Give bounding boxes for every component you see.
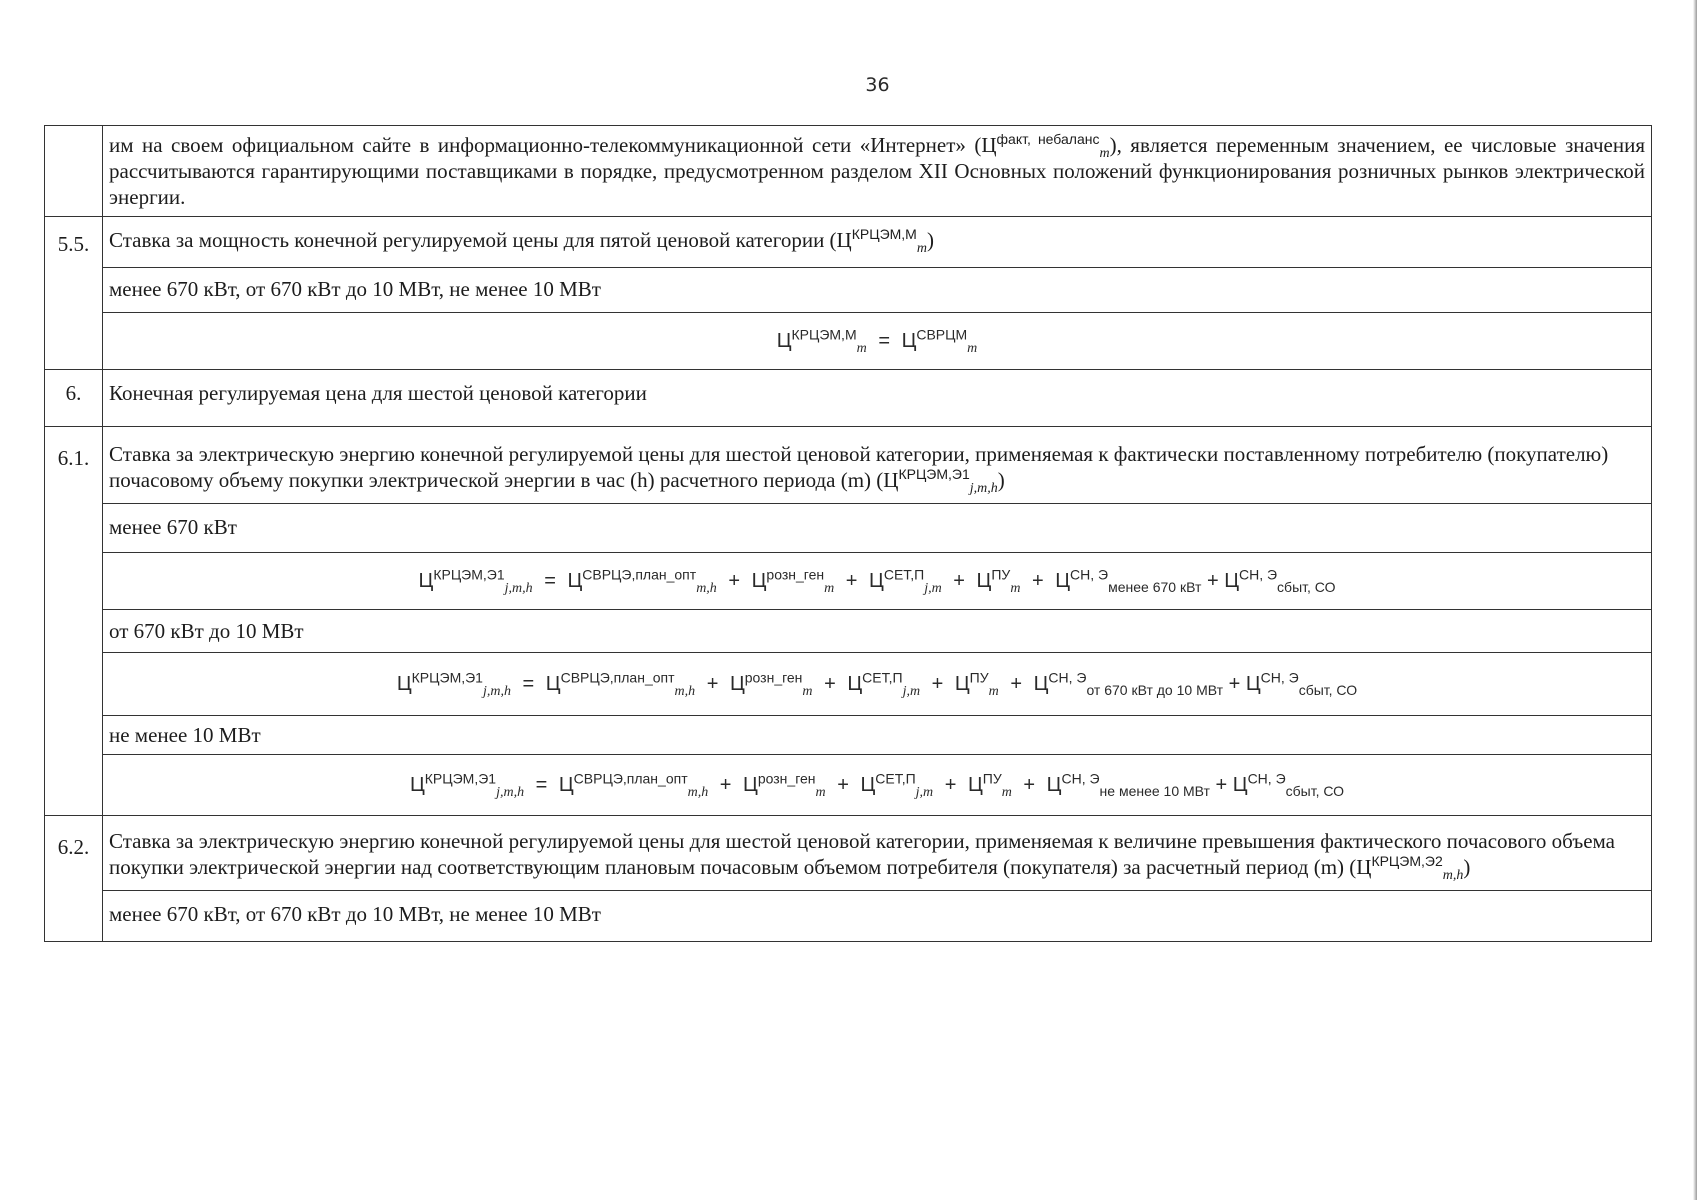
row-number: 6.1. [45, 427, 103, 816]
table-row [45, 427, 1652, 504]
row-number-empty [45, 126, 103, 217]
formula: $Ц^{КРЦЭМ,Э1}_{j,m,h} = Ц^{СВРЦЭ,план\_опт}_{m,h} + Ц^{розн\_ген}_m + Ц^{СЕТ,П}_{j,m} + Ц^{ПУ}_m + Ц^{СН, Э}_{от 670 кВт до 10 МВт} + Ц^{СН, Э}_{сбыт, СО}$ [103, 653, 1652, 716]
table-row [45, 553, 1652, 610]
section-title: Конечная регулируемая цена для шестой ценовой категории [103, 370, 1652, 427]
tariff-table [44, 125, 1652, 942]
voltage-band: не менее 10 МВт [103, 716, 1652, 755]
table-row [45, 268, 1652, 313]
table-row [45, 370, 1652, 427]
row-number: 6.2. [45, 816, 103, 942]
section-title: Ставка за мощность конечной регулируемой цены для пятой ценовой категории $(Ц^{КРЦЭМ,М}_m)$ [103, 217, 1652, 268]
table-row [45, 653, 1652, 716]
table-row [45, 126, 1652, 217]
section-title: Ставка за электрическую энергию конечной регулируемой цены для шестой ценовой категории, применяемая к фактически поставленному потребителю (покупателю) почасовому объему покупки электрической энергии в час (h) расчетного периода (m) $(Ц^{КРЦЭМ,Э1}_{j,m,h})$ [103, 427, 1652, 504]
continuation-text: им на своем официальном сайте в информационно-телекоммуникационной сети «Интернет» $(Ц^{факт, небаланс}_m)$, является переменным значением, ее числовые значения рассчитываются гарантирующими поставщиками в порядке, предусмотренном разделом XII Основных положений функционирования розничных рынков электрической энергии. [103, 126, 1652, 217]
table-row [45, 716, 1652, 755]
table-row [45, 217, 1652, 268]
voltage-levels: менее 670 кВт, от 670 кВт до 10 МВт, не менее 10 МВт [103, 891, 1652, 942]
table-row [45, 891, 1652, 942]
voltage-band: менее 670 кВт [103, 504, 1652, 553]
row-number: 6. [45, 370, 103, 427]
row-number: 5.5. [45, 217, 103, 370]
scan-edge-shadow [1693, 0, 1697, 1200]
voltage-levels: менее 670 кВт, от 670 кВт до 10 МВт, не менее 10 МВт [103, 268, 1652, 313]
table-row [45, 313, 1652, 370]
table-row [45, 816, 1652, 891]
section-title: Ставка за электрическую энергию конечной регулируемой цены для шестой ценовой категории, применяемая к величине превышения фактического почасового объема покупки электрической энергии над соответствующим плановым почасовым объемом потребителя (покупателя) за расчетный период (m) $(Ц^{КРЦЭМ,Э2}_{m,h})$ [103, 816, 1652, 891]
formula: $Ц^{КРЦЭМ,Э1}_{j,m,h} = Ц^{СВРЦЭ,план\_опт}_{m,h} + Ц^{розн\_ген}_m + Ц^{СЕТ,П}_{j,m} + Ц^{ПУ}_m + Ц^{СН, Э}_{не менее 10 МВт} + Ц^{СН, Э}_{сбыт, СО}$ [103, 755, 1652, 816]
formula: $Ц^{КРЦЭМ,Э1}_{j,m,h} = Ц^{СВРЦЭ,план\_опт}_{m,h} + Ц^{розн\_ген}_m + Ц^{СЕТ,П}_{j,m} + Ц^{ПУ}_m + Ц^{СН, Э}_{менее 670 кВт} + Ц^{СН, Э}_{сбыт, СО}$ [103, 553, 1652, 610]
table-row [45, 504, 1652, 553]
table-row [45, 755, 1652, 816]
formula: $Ц^{КРЦЭМ,М}_m = Ц^{СВРЦМ}_m$ [103, 313, 1652, 370]
voltage-band: от 670 кВт до 10 МВт [103, 610, 1652, 653]
table-row [45, 610, 1652, 653]
page-number: 36 [865, 74, 890, 96]
